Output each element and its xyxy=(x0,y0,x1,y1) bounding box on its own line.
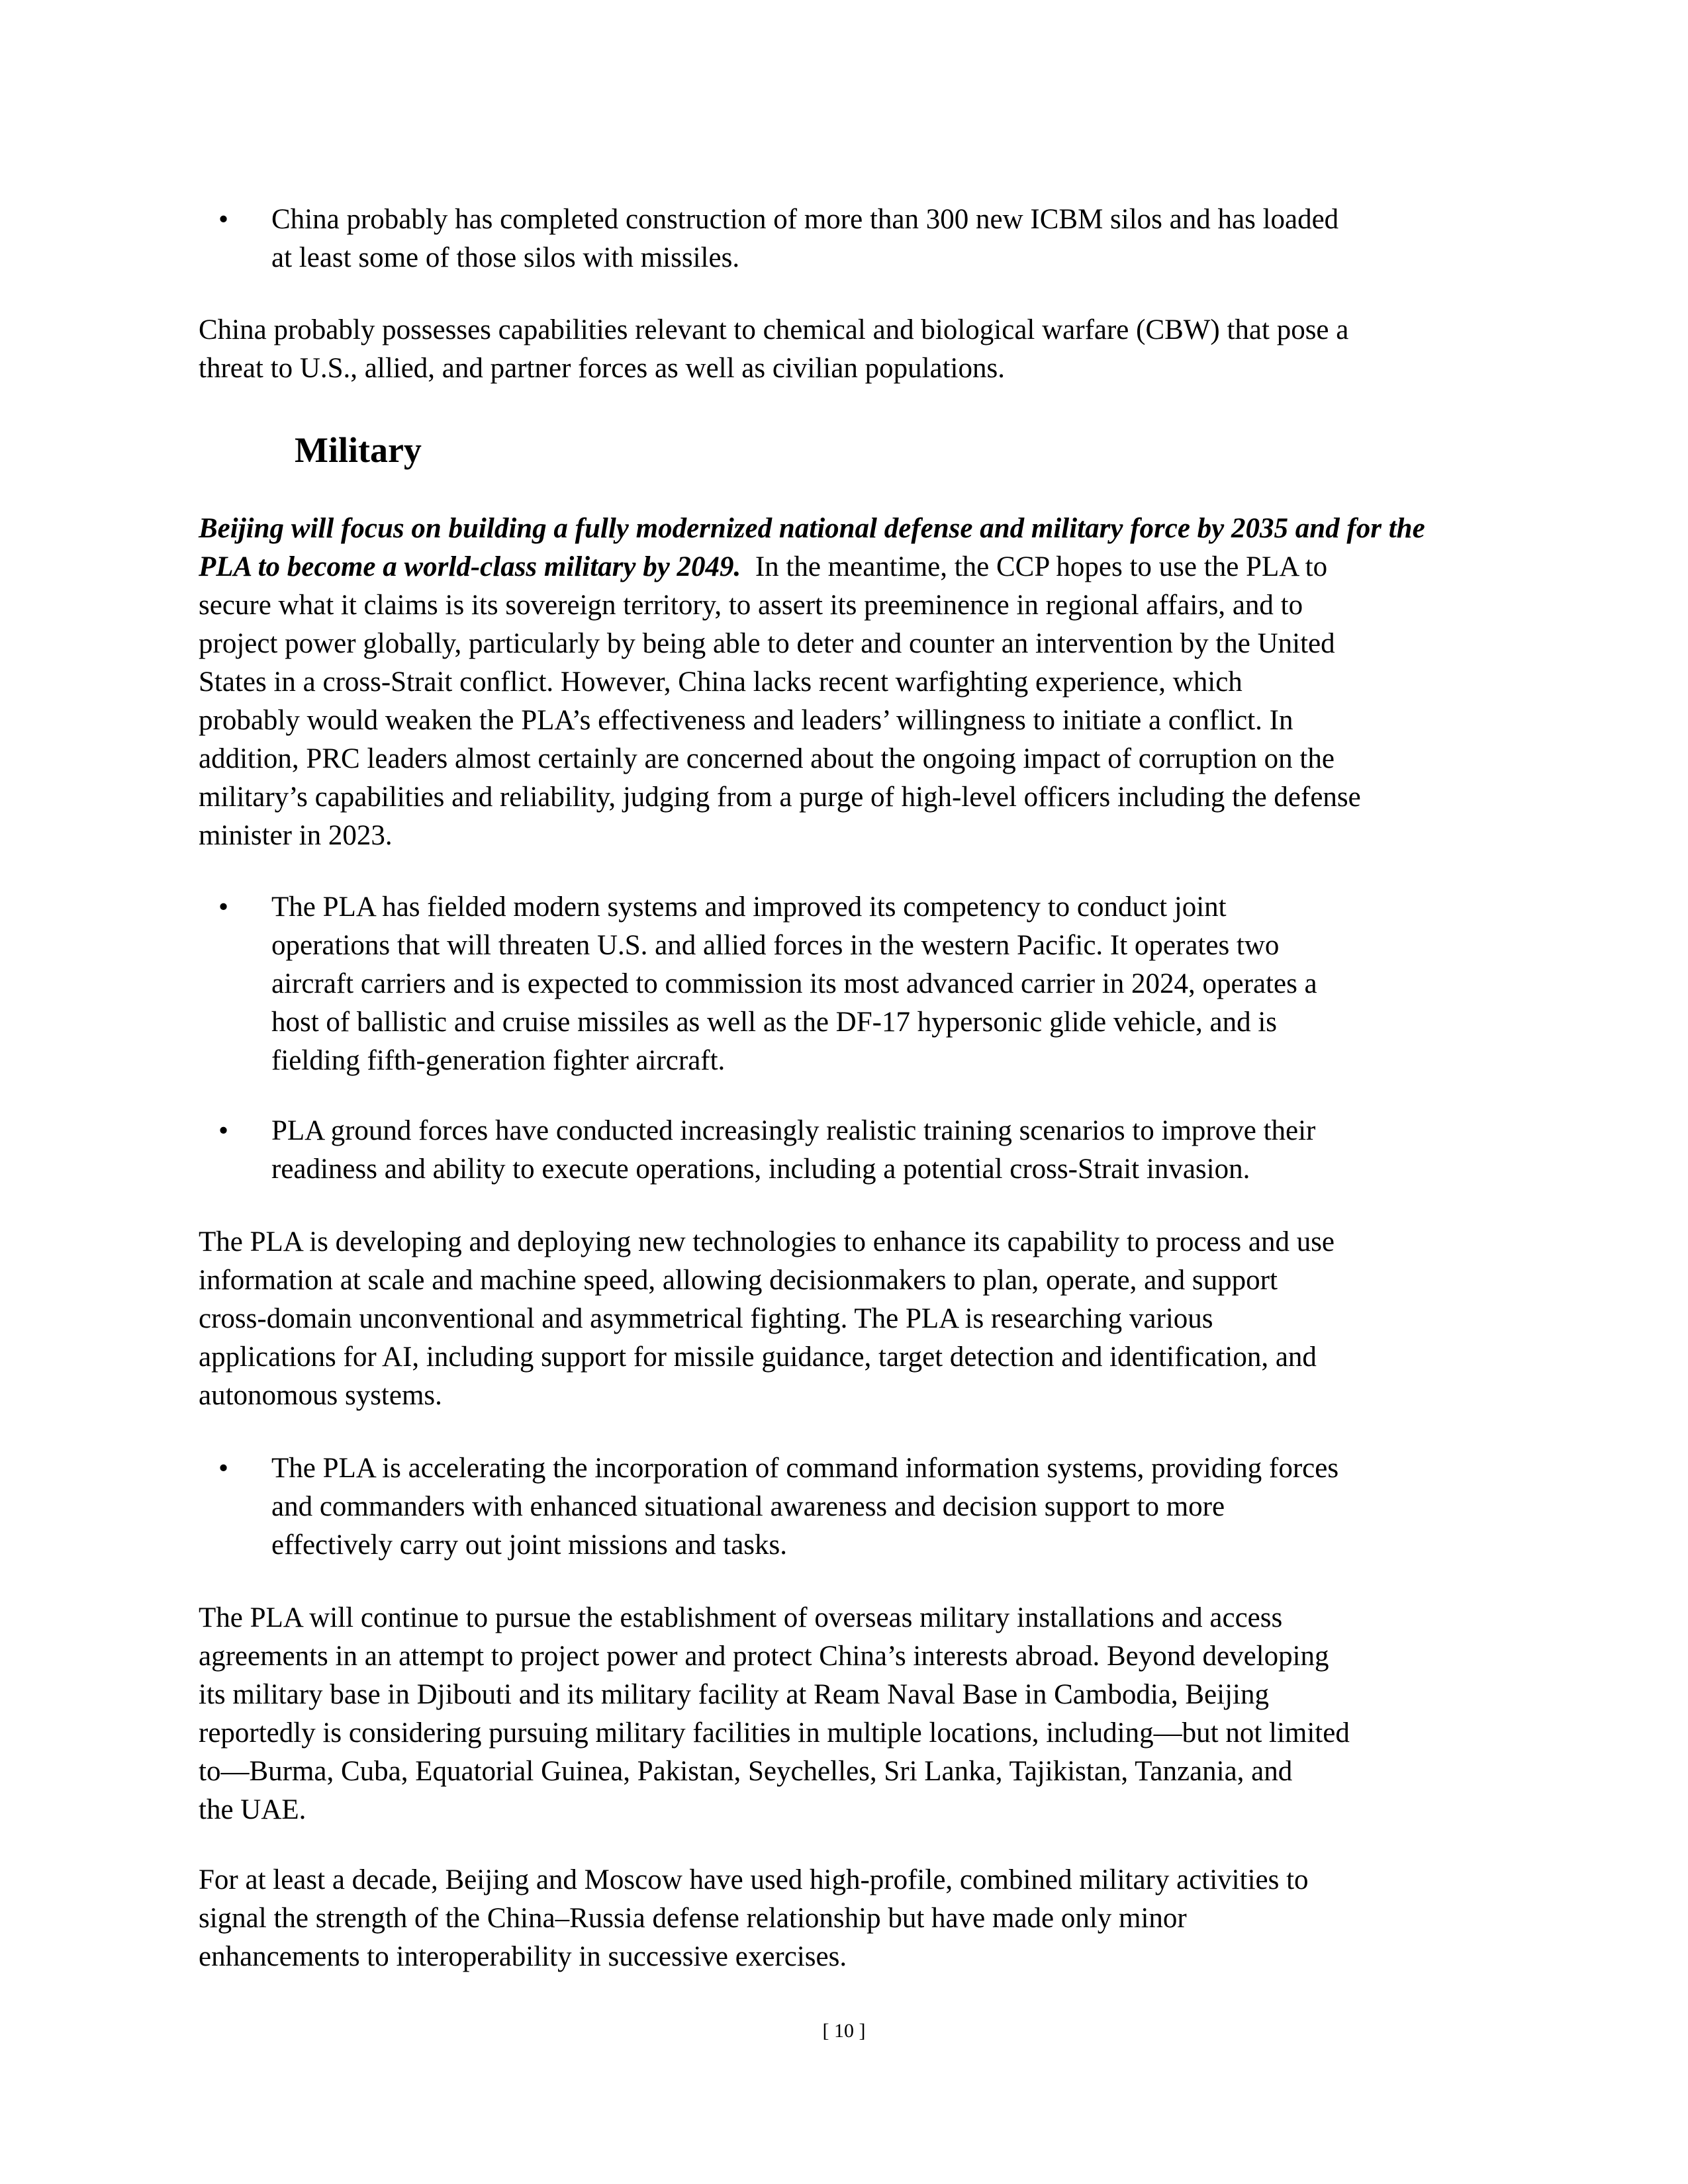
text-line: signal the strength of the China–Russia defense relationship but have made only minor xyxy=(199,1903,1187,1934)
bullet-fielded-systems xyxy=(199,888,1562,1080)
text-line: The PLA has fielded modern systems and improved its competency to conduct joint xyxy=(271,891,1227,923)
bullet-icon: • xyxy=(218,204,229,235)
key-judgment-text: Beijing will focus on building a fully modernized national defense and military force by 2035 and for the xyxy=(199,513,1425,544)
text-line: military’s capabilities and reliability, judging from a purge of high-level officers including the defense xyxy=(199,782,1361,813)
text-line: States in a cross-Strait conflict. However, China lacks recent warfighting experience, which xyxy=(199,666,1243,698)
text-line: China probably has completed construction of more than 300 new ICBM silos and has loaded xyxy=(271,204,1339,235)
text-line: host of ballistic and cruise missiles as well as the DF-17 hypersonic glide vehicle, and is xyxy=(271,1007,1278,1038)
bullet-ground-forces xyxy=(199,1112,1562,1189)
text-line: the UAE. xyxy=(199,1794,306,1825)
text-line: reportedly is considering pursuing military facilities in multiple locations, including—but not limited xyxy=(199,1717,1350,1749)
section-heading-military: Military xyxy=(295,430,422,470)
text-line: autonomous systems. xyxy=(199,1380,442,1411)
text-line: secure what it claims is its sovereign territory, to assert its preeminence in regional affairs, and to xyxy=(199,590,1303,621)
text-line: addition, PRC leaders almost certainly are concerned about the ongoing impact of corruption on the xyxy=(199,743,1335,774)
text-line: operations that will threaten U.S. and allied forces in the western Pacific. It operates two xyxy=(271,930,1280,961)
paragraph-technology xyxy=(199,1223,1496,1415)
text-line: minister in 2023. xyxy=(199,820,393,851)
text-line: its military base in Djibouti and its military facility at Ream Naval Base in Cambodia, Beijing xyxy=(199,1679,1269,1710)
text-line: project power globally, particularly by being able to deter and counter an intervention by the United xyxy=(199,628,1335,659)
key-judgment-text: PLA to become a world-class military by 2049. xyxy=(199,551,741,582)
bullet-icon: • xyxy=(218,891,229,923)
paragraph-china-russia xyxy=(199,1861,1496,1976)
text-line: probably would weaken the PLA’s effectiveness and leaders’ willingness to initiate a conflict. In xyxy=(199,705,1293,736)
text-line: enhancements to interoperability in successive exercises. xyxy=(199,1941,847,1972)
text-line: information at scale and machine speed, allowing decisionmakers to plan, operate, and support xyxy=(199,1265,1278,1296)
text-line: readiness and ability to execute operations, including a potential cross-Strait invasion. xyxy=(271,1154,1250,1185)
text-line: cross-domain unconventional and asymmetrical fighting. The PLA is researching various xyxy=(199,1303,1213,1334)
text-line: agreements in an attempt to project power and protect China’s interests abroad. Beyond developing xyxy=(199,1641,1329,1672)
paragraph-overseas-installations xyxy=(199,1599,1496,1829)
text-line: effectively carry out joint missions and tasks. xyxy=(271,1529,788,1561)
paragraph-military-overview xyxy=(199,510,1496,855)
page-number: [ 10 ] xyxy=(822,2020,866,2042)
text-line: to—Burma, Cuba, Equatorial Guinea, Pakistan, Seychelles, Sri Lanka, Tajikistan, Tanzania, and xyxy=(199,1756,1293,1787)
text-line: applications for AI, including support for missile guidance, target detection and identification, and xyxy=(199,1342,1317,1373)
text-line: The PLA will continue to pursue the establishment of overseas military installations and access xyxy=(199,1602,1283,1633)
text-line: PLA ground forces have conducted increasingly realistic training scenarios to improve their xyxy=(271,1115,1316,1146)
paragraph-cbw xyxy=(199,311,1489,388)
text-line: and commanders with enhanced situational awareness and decision support to more xyxy=(271,1491,1225,1522)
text-line: The PLA is developing and deploying new technologies to enhance its capability to process and use xyxy=(199,1226,1335,1257)
text-line: For at least a decade, Beijing and Moscow have used high-profile, combined military activities to xyxy=(199,1864,1309,1895)
text-line: fielding fifth-generation fighter aircraft. xyxy=(271,1045,726,1076)
bullet-icon: • xyxy=(218,1115,229,1146)
bullet-command-systems xyxy=(199,1449,1562,1565)
text-line: at least some of those silos with missiles. xyxy=(271,242,740,273)
bullet-icon: • xyxy=(218,1453,229,1484)
text-span: In the meantime, the CCP hopes to use the PLA to xyxy=(741,551,1328,582)
text-line: China probably possesses capabilities relevant to chemical and biological warfare (CBW) that pose a xyxy=(199,314,1349,345)
text-line: The PLA is accelerating the incorporation of command information systems, providing forces xyxy=(271,1453,1339,1484)
bullet-icbm-silos xyxy=(199,201,1562,277)
text-line: threat to U.S., allied, and partner forces as well as civilian populations. xyxy=(199,353,1005,384)
text-line: aircraft carriers and is expected to commission its most advanced carrier in 2024, operates a xyxy=(271,968,1317,999)
